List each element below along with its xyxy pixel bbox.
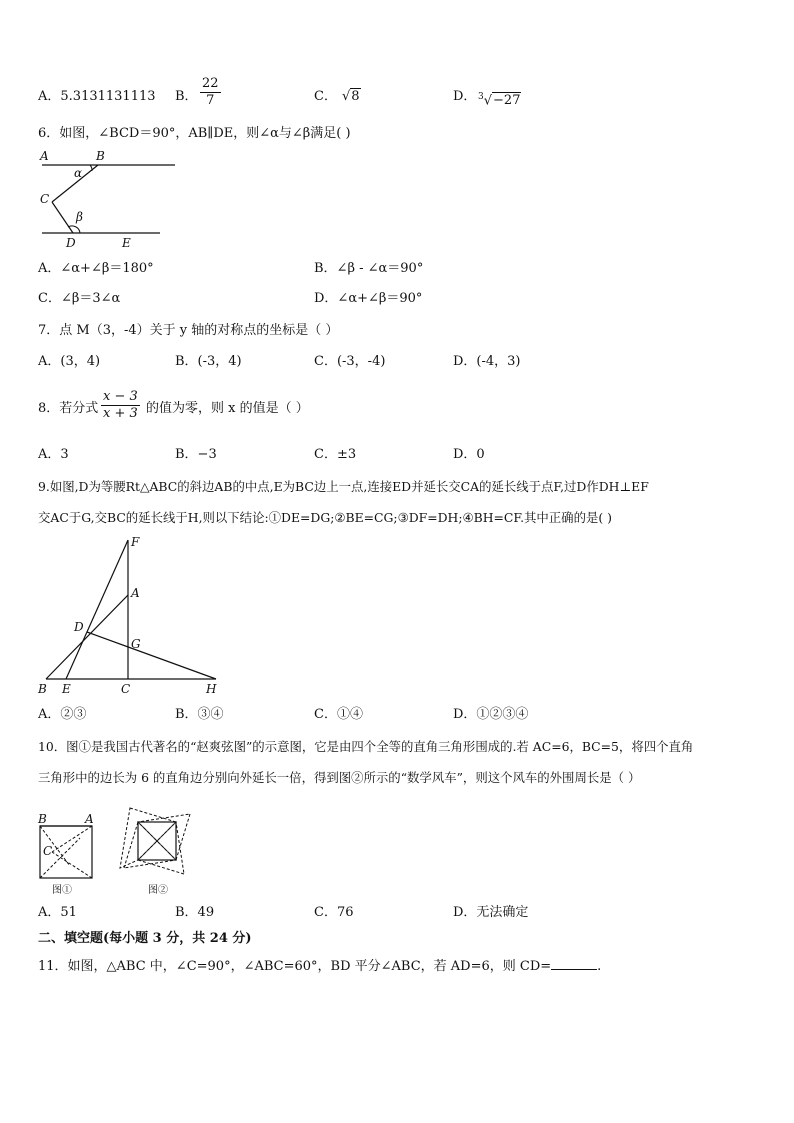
q8-choice-a: A．3 [38, 447, 69, 462]
q10-choice-c: C．76 [314, 905, 354, 920]
q6-label-d: D [66, 236, 76, 250]
q9-choice-b: B．③④ [175, 707, 224, 722]
q8-stem-pre: 8．若分式 [38, 401, 99, 416]
q9-figure [30, 532, 230, 697]
q10-fig1-label-c: C [43, 844, 53, 858]
q9-label-e: E [62, 682, 71, 696]
q5-b-denominator: 7 [206, 93, 215, 108]
q10-fig1-dash-1 [52, 826, 92, 852]
q7-choice-a: A．(3，4) [38, 354, 101, 369]
q11-answer-blank[interactable] [551, 957, 597, 970]
q9-segment-ba [46, 595, 128, 679]
q9-line-ef [66, 540, 128, 679]
q6-label-a: A [40, 149, 49, 163]
q11-stem-text: 11．如图，△ABC 中，∠C=90°，∠ABC=60°，BD 平分∠ABC，若 AD=6，则 CD= [38, 959, 552, 974]
q5-d-radical: $^3$√−27 [478, 92, 521, 109]
q10-figure-1 [37, 812, 94, 896]
q7-choice-b: B．(-3，4) [175, 354, 242, 369]
q5-d-index: 3 [478, 92, 484, 102]
q6-choice-a: A．∠α+∠β＝180° [38, 261, 154, 276]
q7-choice-c: C．(-3，-4) [314, 354, 386, 369]
q7-stem: 7．点 M（3，-4）关于 y 轴的对称点的坐标是（ ） [38, 323, 339, 338]
q9-label-c: C [121, 682, 131, 696]
q7-choice-d: D．(-4，3) [453, 354, 521, 369]
q10-fig2-blade-4 [124, 822, 176, 868]
q5-b-numerator: 22 [202, 76, 219, 91]
q10-choice-a: A．51 [38, 905, 77, 920]
q11-stem-end: . [597, 959, 602, 974]
q6-label-e: E [122, 236, 131, 250]
q6-label-alpha: α [74, 166, 83, 180]
q8-choice-b: B．−3 [175, 447, 217, 462]
q6-choice-c: C．∠β＝3∠α [38, 291, 121, 306]
q11-stem [38, 957, 601, 976]
q8-choice-d: D．0 [453, 447, 485, 462]
q9-choice-d: D．①②③④ [453, 707, 529, 722]
q9-label-h: H [206, 682, 217, 696]
q6-label-beta: β [76, 210, 83, 224]
q8-stem-post: 的值为零，则 x 的值是（ ） [146, 401, 309, 416]
q5-c-radicand: 8 [351, 89, 360, 104]
q9-label-f: F [131, 535, 140, 549]
q10-stem-line2: 三角形中的边长为 6 的直角边分别向外延长一倍，得到图②所示的“数学风车”，则这个风车的外围周长是（ ） [38, 770, 641, 785]
q10-choice-d: D．无法确定 [453, 905, 529, 920]
q9-choice-c: C．①④ [314, 707, 363, 722]
q10-fig1-caption: 图① [52, 885, 72, 896]
q5-d-radicand: −27 [493, 93, 521, 109]
q10-fig2-caption: 图② [148, 885, 168, 896]
section-2-title: 二、填空题(每小题 3 分，共 24 分) [38, 931, 252, 946]
q10-fig1-dash-4 [52, 852, 92, 878]
q10-fig2-blade-2 [138, 814, 190, 860]
q5-c-radical: √8 [342, 89, 360, 104]
q10-fig2-blade-3 [138, 822, 184, 874]
q6-label-b: B [96, 149, 105, 163]
q9-label-d: D [74, 620, 84, 634]
q10-figures [30, 800, 220, 898]
q5-choice-d: D． [453, 89, 477, 104]
q10-fig1-label-a: A [85, 812, 94, 826]
q10-fig1-label-b: B [38, 812, 47, 826]
q9-label-g: G [131, 637, 141, 651]
q6-stem: 6．如图，∠BCD＝90°，AB∥DE，则∠α与∠β满足( ) [38, 126, 351, 141]
q5-choice-c: C． [314, 89, 337, 104]
q6-angle-beta-arc [68, 226, 80, 233]
q6-choice-b: B．∠β - ∠α＝90° [314, 261, 424, 276]
q8-fraction [101, 389, 140, 422]
q9-stem-line1: 9.如图,D为等腰Rt△ABC的斜边AB的中点,E为BC边上一点,连接ED并延长交CA的延长线于点F,过D作DH⊥EF [38, 479, 649, 494]
q9-stem-line2: 交AC于G,交BC的延长线于H,则以下结论:①DE=DG;②BE=CG;③DF=DH;④BH=CF.其中正确的是( ) [38, 510, 612, 525]
q10-choice-b: B．49 [175, 905, 215, 920]
q6-choice-d: D．∠α+∠β＝90° [314, 291, 423, 306]
q10-stem-line1: 10．图①是我国古代著名的“赵爽弦图”的示意图，它是由四个全等的直角三角形围成的.若 AC=6，BC=5，将四个直角 [38, 739, 694, 754]
q8-numerator: x − 3 [103, 389, 138, 404]
q5-b-fraction [200, 76, 221, 109]
q8-choice-c: C．±3 [314, 447, 357, 462]
q9-choice-a: A．②③ [38, 707, 87, 722]
q6-figure [30, 145, 190, 250]
q5-choice-a: A．5.3131131113 [38, 89, 156, 104]
q5-choice-b: B． [175, 89, 198, 104]
q8-denominator: x + 3 [103, 406, 138, 421]
q9-line-dh [87, 632, 216, 679]
q6-label-c: C [40, 192, 50, 206]
q6-segment-cd [52, 202, 73, 233]
q9-label-b: B [38, 682, 47, 696]
q9-label-a: A [131, 586, 140, 600]
q10-figure-2 [120, 808, 190, 896]
